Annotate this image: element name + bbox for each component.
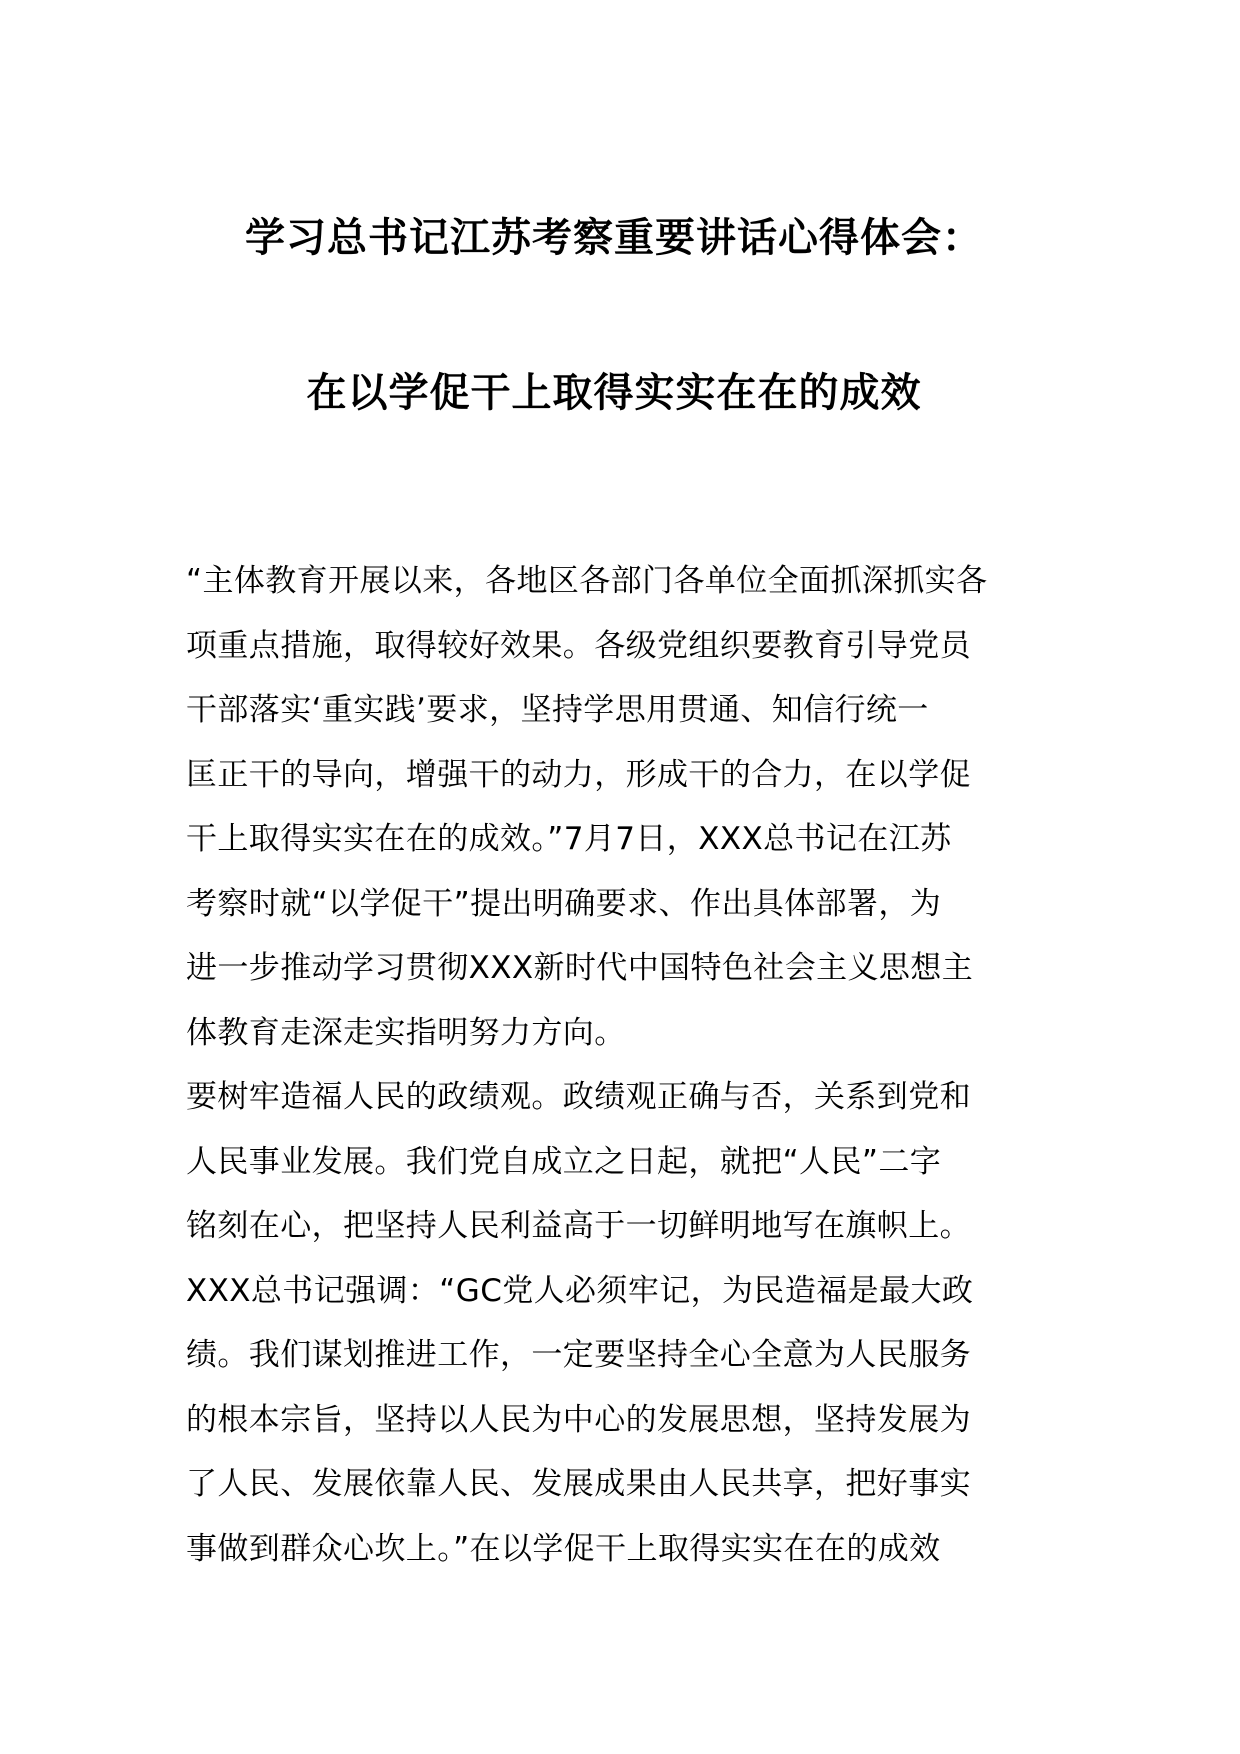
document-title-line-2: 在以学促干上取得实实在在的成效 xyxy=(306,370,922,416)
body-line: 匡正干的导向，增强干的动力，形成干的合力，在以学促 xyxy=(186,756,971,793)
body-line: 绩。我们谋划推进工作，一定要坚持全心全意为人民服务 xyxy=(186,1337,971,1373)
body-line: “主体教育开展以来，各地区各部门各单位全面抓深抓实各 xyxy=(186,563,988,599)
document-title-line-1: 学习总书记江苏考察重要讲话心得体会： xyxy=(245,215,983,261)
body-line: 干上取得实实在在的成效。”7月7日，XXX总书记在江苏 xyxy=(186,821,952,857)
body-line: 要树牢造福人民的政绩观。政绩观正确与否，关系到党和 xyxy=(186,1079,971,1115)
body-line: 进一步推动学习贯彻XXX新时代中国特色社会主义思想主 xyxy=(186,950,974,986)
body-line: 项重点措施，取得较好效果。各级党组织要教育引导党员 xyxy=(186,627,971,664)
document-body xyxy=(186,549,1066,1581)
body-line: 人民事业发展。我们党自成立之日起，就把“人民”二字 xyxy=(186,1143,942,1180)
body-line: 的根本宗旨，坚持以人民为中心的发展思想，坚持发展为 xyxy=(186,1401,971,1438)
body-line: 事做到群众心坎上。”在以学促干上取得实实在在的成效 xyxy=(186,1530,941,1567)
body-line: 了人民、发展依靠人民、发展成果由人民共享，把好事实 xyxy=(186,1466,971,1502)
body-line: XXX总书记强调：“GC党人必须牢记，为民造福是最大政 xyxy=(186,1272,974,1309)
body-line: 体教育走深走实指明努力方向。 xyxy=(186,1014,626,1051)
body-line: 考察时就“以学促干”提出明确要求、作出具体部署，为 xyxy=(186,885,942,922)
body-line: 铭刻在心，把坚持人民利益高于一切鲜明地写在旗帜上。 xyxy=(186,1208,971,1244)
body-line: 干部落实‘重实践’要求，坚持学思用贯通、知信行统一 xyxy=(186,692,929,728)
